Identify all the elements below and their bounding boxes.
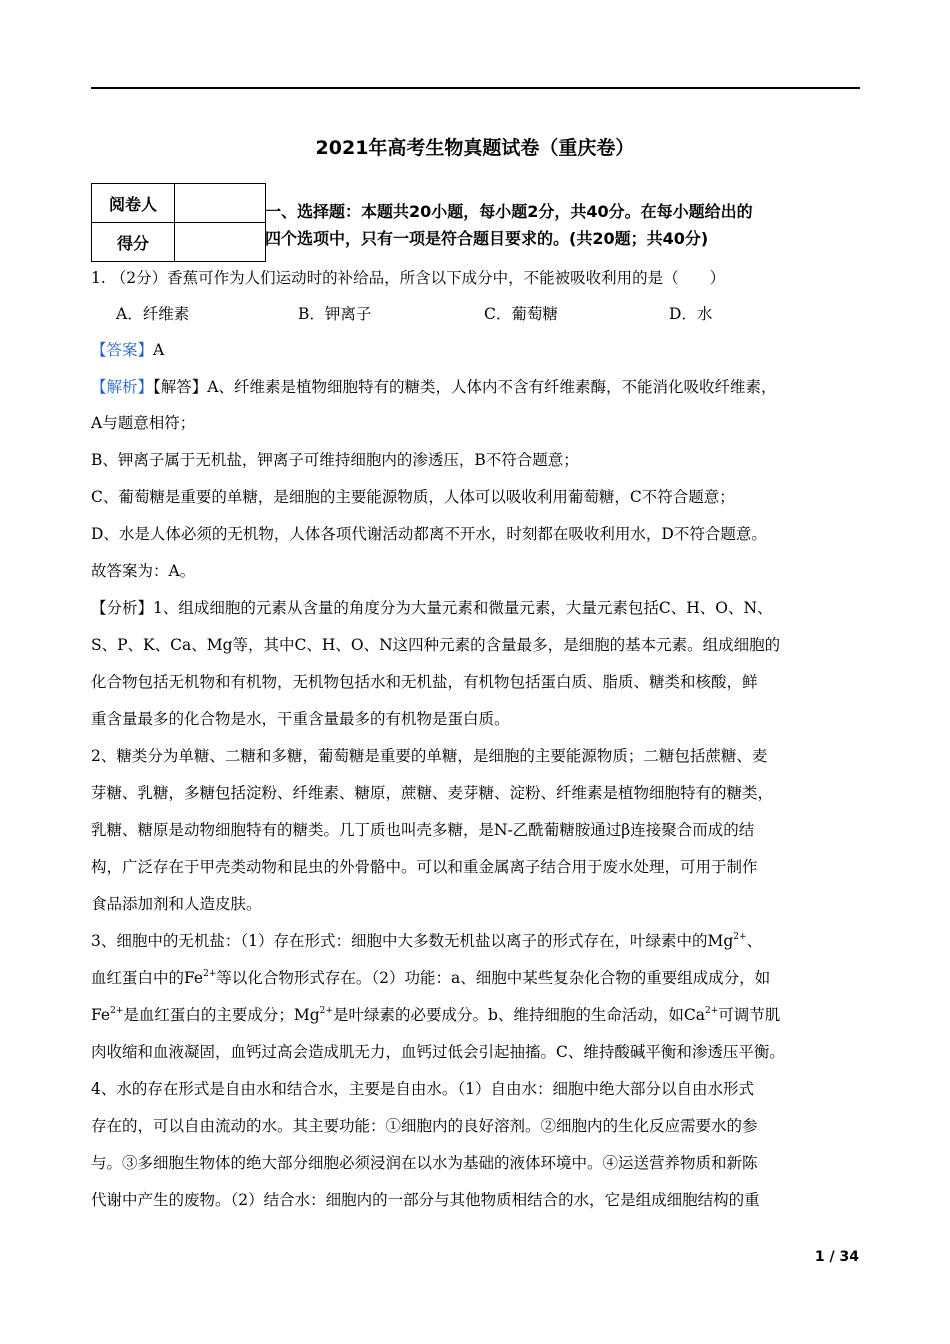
text-run: 等以化合物形式存在。（2）功能：a、细胞中某些复杂化合物的重要组成成分，如 xyxy=(216,969,771,987)
body-line xyxy=(91,929,762,951)
answer-value: A xyxy=(153,341,165,359)
score-value xyxy=(175,223,266,262)
body-line: 食品添加剂和人造皮肤。 xyxy=(91,895,262,913)
body-line xyxy=(91,966,770,988)
body-line: D、水是人体必须的无机物，人体各项代谢活动都离不开水，时刻都在吸收利用水，D不符合题意。 xyxy=(91,525,767,543)
superscript: 2+ xyxy=(733,932,747,942)
text-run: 血红蛋白中的Fe xyxy=(91,969,204,987)
body-line: 故答案为：A。 xyxy=(91,562,196,580)
body-line: 重含量最多的化合物是水，干重含量最多的有机物是蛋白质。 xyxy=(91,710,510,728)
body-line: 化合物包括无机物和有机物，无机物包括水和无机盐，有机物包括蛋白质、脂质、糖类和核酸，鲜 xyxy=(91,673,758,691)
score-label: 得分 xyxy=(92,223,175,262)
body-line: 乳糖、糖原是动物细胞特有的糖类。几丁质也叫壳多糖，是N-乙酰葡糖胺通过β连接聚合而成的结 xyxy=(91,821,755,839)
text-run: 、 xyxy=(746,932,763,950)
answer-line xyxy=(91,338,164,360)
text-run: 可调节肌 xyxy=(718,1006,781,1024)
body-text: 【解答】A、纤维素是植物细胞特有的糖类，人体内不含有纤维素酶，不能消化吸收纤维素， xyxy=(153,378,777,396)
top-rule xyxy=(91,87,860,89)
question-stem: 1. （2分）香蕉可作为人们运动时的补给品，所含以下成分中，不能被吸收利用的是（ ） xyxy=(91,269,726,287)
page-number: 1 / 34 xyxy=(814,1249,859,1265)
option-a: A．纤维素 xyxy=(116,305,190,323)
body-line: 【分析】1、组成细胞的元素从含量的角度分为大量元素和微量元素，大量元素包括C、H、O、N、 xyxy=(91,599,773,617)
body-line: S、P、K、Ca、Mg等，其中C、H、O、N这四种元素的含量最多，是细胞的基本元素。组成细胞的 xyxy=(91,636,781,654)
section-heading xyxy=(265,198,865,252)
body-line: 4、水的存在形式是自由水和结合水，主要是自由水。（1）自由水：细胞中绝大部分以自由水形式 xyxy=(91,1080,754,1098)
superscript: 2+ xyxy=(203,969,217,979)
superscript: 2+ xyxy=(319,1006,333,1016)
section-heading-line: 一、选择题：本题共20小题，每小题2分，共40分。在每小题给出的 xyxy=(265,202,753,221)
body-line: B、钾离子属于无机盐，钾离子可维持细胞内的渗透压，B不符合题意； xyxy=(91,451,579,469)
analysis-tag: 【解析】 xyxy=(91,378,154,396)
body-line: 芽糖、乳糖，多糖包括淀粉、纤维素、糖原，蔗糖、麦芽糖、淀粉、纤维素是植物细胞特有的糖类， xyxy=(91,784,774,802)
page-title: 2021年高考生物真题试卷（重庆卷） xyxy=(315,137,635,159)
option-c: C．葡萄糖 xyxy=(484,305,558,323)
body-line: A与题意相符； xyxy=(91,414,196,432)
text-run: Fe xyxy=(91,1006,111,1024)
body-line: 与。③多细胞生物体的绝大部分细胞必须浸润在以水为基础的液体环境中。④运送营养物质和新陈 xyxy=(91,1154,758,1172)
reviewer-label: 阅卷人 xyxy=(92,184,175,223)
text-run: 是血红蛋白的主要成分；Mg xyxy=(123,1006,320,1024)
option-b: B．钾离子 xyxy=(298,305,372,323)
section-heading-line: 四个选项中，只有一项是符合题目要求的。(共20题；共40分) xyxy=(265,229,709,248)
body-line xyxy=(91,1003,780,1025)
superscript: 2+ xyxy=(110,1006,124,1016)
text-run: 是叶绿素的必要成分。b、维持细胞的生命活动，如Ca xyxy=(332,1006,705,1024)
analysis-line xyxy=(91,375,776,397)
body-line: C、葡萄糖是重要的单糖，是细胞的主要能源物质，人体可以吸收利用葡萄糖，C不符合题意； xyxy=(91,488,735,506)
option-d: D．水 xyxy=(669,305,713,323)
body-line: 构，广泛存在于甲壳类动物和昆虫的外骨骼中。可以和重金属离子结合用于废水处理，可用于制作 xyxy=(91,858,758,876)
reviewer-value xyxy=(175,184,266,223)
body-line: 代谢中产生的废物。（2）结合水：细胞内的一部分与其他物质相结合的水，它是组成细胞结构的重 xyxy=(91,1191,760,1209)
superscript: 2+ xyxy=(704,1006,719,1016)
body-line: 肉收缩和血液凝固，血钙过高会造成肌无力，血钙过低会引起抽搐。C、维持酸碱平衡和渗透压平衡。 xyxy=(91,1043,785,1061)
body-line: 2、糖类分为单糖、二糖和多糖，葡萄糖是重要的单糖，是细胞的主要能源物质；二糖包括蔗糖、麦 xyxy=(91,747,768,765)
body-line: 存在的，可以自由流动的水。其主要功能：①细胞内的良好溶剂。②细胞内的生化反应需要水的参 xyxy=(91,1117,758,1135)
answer-tag: 【答案】 xyxy=(91,341,154,359)
text-run: 3、细胞中的无机盐：（1）存在形式：细胞中大多数无机盐以离子的形式存在，叶绿素中的Mg xyxy=(91,932,734,950)
score-table xyxy=(91,183,266,262)
